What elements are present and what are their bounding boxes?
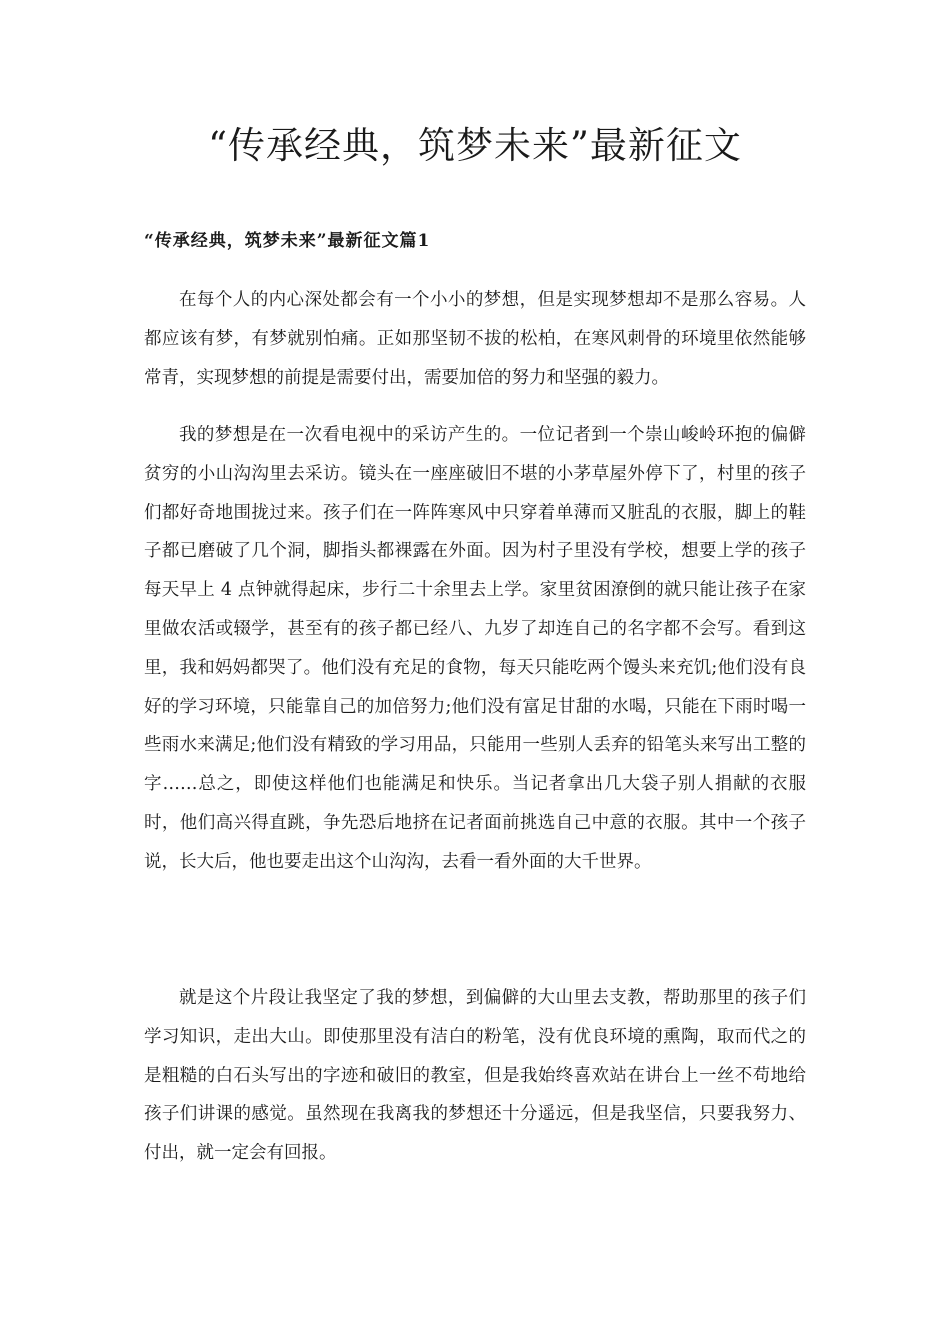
document-title: “传承经典，筑梦未来”最新征文: [208, 124, 742, 167]
body-paragraph: 在每个人的内心深处都会有一个小小的梦想，但是实现梦想却不是那么容易。人都应该有梦，有梦就别怕痛。正如那坚韧不拔的松柏，在寒风刺骨的环境里依然能够常青，实现梦想的前提是需要付出，需要加倍的努力和坚强的毅力。: [144, 290, 806, 388]
body-paragraph: 我的梦想是在一次看电视中的采访产生的。一位记者到一个崇山峻岭环抱的偏僻贫穷的小山沟沟里去采访。镜头在一座座破旧不堪的小茅草屋外停下了，村里的孩子们都好奇地围拢过来。孩子们在一阵阵寒风中只穿着单薄而又脏乱的衣服，脚上的鞋子都已磨破了几个洞，脚指头都裸露在外面。因为村子里没有学校，想要上学的孩子每天早上 4 点钟就得起床，步行二十余里去上学。家里贫困潦倒的就只能让孩子在家里做农活或辍学，甚至有的孩子都已经八、九岁了却连自己的名字都不会写。看到这里，我和妈妈都哭了。他们没有充足的食物，每天只能吃两个馒头来充饥;他们没有良好的学习环境，只能靠自己的加倍努力;他们没有富足甘甜的水喝，只能在下雨时喝一些雨水来满足;他们没有精致的学习用品，只能用一些别人丢弃的铅笔头来写出工整的字……总之，即使这样他们也能满足和快乐。当记者拿出几大袋子别人捐献的衣服时，他们高兴得直跳，争先恐后地挤在记者面前挑选自己中意的衣服。其中一个孩子说，长大后，他也要走出这个山沟沟，去看一看外面的大千世界。: [144, 425, 806, 872]
section-heading: “传承经典，筑梦未来”最新征文篇1: [144, 231, 431, 251]
body-paragraph: 就是这个片段让我坚定了我的梦想，到偏僻的大山里去支教，帮助那里的孩子们学习知识，走出大山。即使那里没有洁白的粉笔，没有优良环境的熏陶，取而代之的是粗糙的白石头写出的字迹和破旧的教室，但是我始终喜欢站在讲台上一丝不苟地给孩子们讲课的感觉。虽然现在我离我的梦想还十分遥远，但是我坚信，只要我努力、付出，就一定会有回报。: [144, 988, 806, 1164]
